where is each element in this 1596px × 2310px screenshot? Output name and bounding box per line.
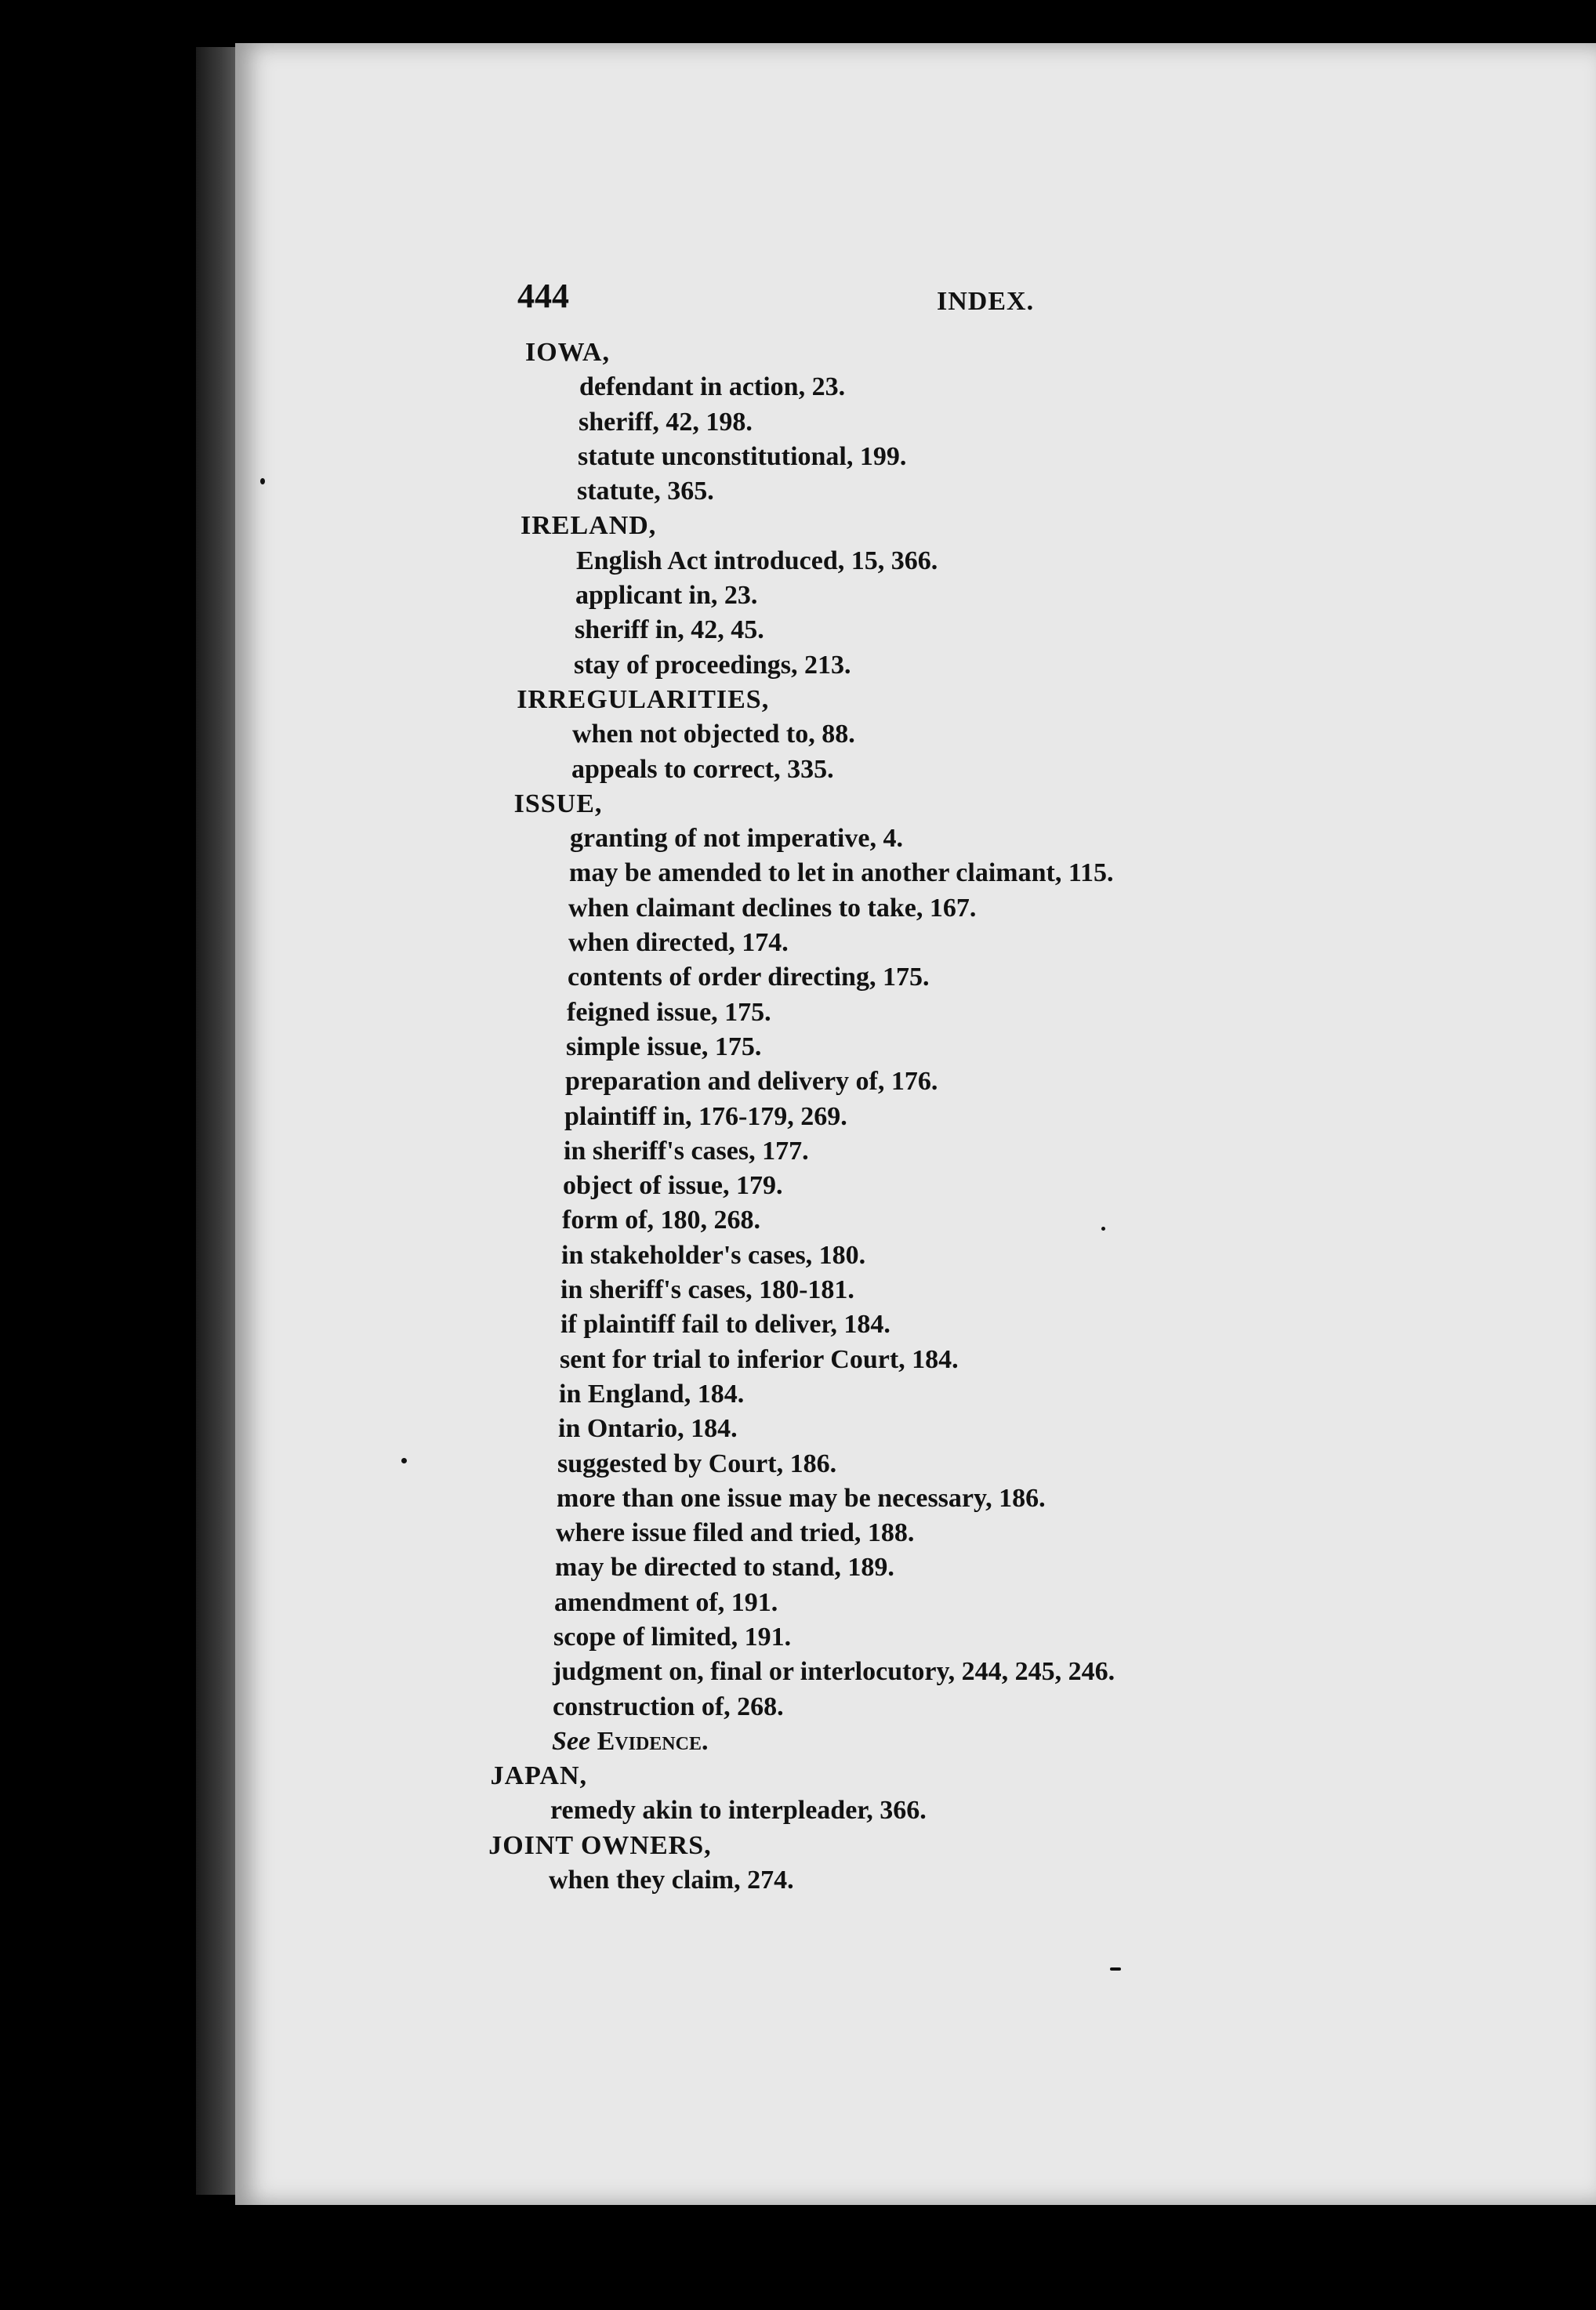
index-subentry: when they claim, 274. [549, 1866, 794, 1895]
index-subentry: sent for trial to inferior Court, 184. [560, 1344, 959, 1374]
index-subentry: defendant in action, 23. [579, 372, 846, 402]
index-subentry: when claimant declines to take, 167. [568, 893, 977, 923]
index-heading: JAPAN, [490, 1761, 587, 1791]
see-word: See [552, 1726, 591, 1756]
index-subentry: plaintiff in, 176-179, 269. [564, 1101, 847, 1131]
index-subentry: more than one issue may be necessary, 186. [557, 1483, 1046, 1513]
index-subentry: construction of, 268. [553, 1692, 784, 1721]
index-heading: ISSUE, [513, 789, 603, 818]
index-subentry: amendment of, 191. [554, 1587, 778, 1617]
speck [1110, 1967, 1121, 1971]
index-subentry: in England, 184. [559, 1379, 745, 1409]
index-subentry: in stakeholder's cases, 180. [561, 1240, 866, 1270]
see-reference [486, 1724, 1427, 1759]
speck [1101, 1227, 1105, 1231]
index-subentry: feigned issue, 175. [567, 997, 771, 1027]
index-subentry: appeals to correct, 335. [571, 754, 834, 784]
running-head: INDEX. [937, 287, 1035, 316]
page-number: 444 [517, 277, 569, 315]
index-heading: IOWA, [525, 338, 610, 367]
index-subentry: may be directed to stand, 189. [555, 1553, 894, 1583]
index-heading: IRELAND, [521, 511, 657, 541]
index-subentry: granting of not imperative, 4. [570, 824, 903, 854]
index-subentry: simple issue, 175. [566, 1032, 762, 1061]
index-subentry: in sheriff's cases, 177. [564, 1136, 809, 1166]
index-subentry: in Ontario, 184. [558, 1414, 738, 1444]
index-subentry: when directed, 174. [568, 928, 789, 958]
speck [401, 1458, 407, 1463]
see-target: Evidence. [590, 1726, 709, 1756]
index-subentry: applicant in, 23. [575, 581, 758, 611]
index-subentry: may be amended to let in another claimant, 115. [569, 858, 1114, 888]
index-subentry: English Act introduced, 15, 366. [576, 546, 938, 575]
index-subentry: scope of limited, 191. [553, 1622, 792, 1652]
index-subentry: sheriff in, 42, 45. [575, 615, 764, 645]
index-subentry: statute unconstitutional, 199. [578, 441, 907, 471]
index-subentry: preparation and delivery of, 176. [565, 1067, 938, 1097]
index-subentry: form of, 180, 268. [562, 1206, 761, 1235]
index-subentry: in sheriff's cases, 180-181. [560, 1275, 854, 1305]
speck [260, 478, 265, 484]
index-subentry: if plaintiff fail to deliver, 184. [560, 1310, 890, 1340]
index-subentry: judgment on, final or interlocutory, 244, 245, 246. [553, 1657, 1115, 1687]
index-subentry: statute, 365. [577, 477, 714, 506]
index-subentry: stay of proceedings, 213. [574, 650, 851, 680]
index-subentry: when not objected to, 88. [572, 720, 855, 749]
page-header [517, 276, 1066, 323]
index-heading: IRREGULARITIES, [517, 684, 770, 714]
index-entries [486, 335, 1427, 1898]
index-subentry: where issue filed and tried, 188. [556, 1518, 915, 1548]
index-subentry: remedy akin to interpleader, 366. [550, 1796, 927, 1826]
index-subentry: suggested by Court, 186. [557, 1449, 837, 1478]
index-heading: JOINT OWNERS, [488, 1830, 712, 1860]
index-subentry: contents of order directing, 175. [568, 963, 930, 992]
index-subentry: sheriff, 42, 198. [579, 407, 753, 437]
index-subentry: object of issue, 179. [563, 1171, 783, 1201]
